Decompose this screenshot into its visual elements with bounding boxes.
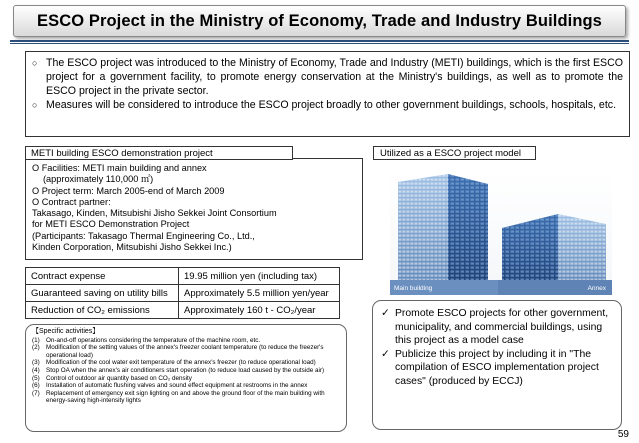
divider-thin [10, 43, 629, 44]
checkmark-icon: ✓ [381, 348, 390, 360]
demo-line: O Facilities: METI main building and annex [32, 163, 207, 173]
list-item: (1) On-and-off operations considering the temperature of the machine room, etc. [32, 336, 261, 344]
intro-item: ○ Measures will be considered to introduce the ESCO project broadly to other government buildings, schools, hospitals, etc. [32, 99, 617, 111]
demo-section-label: METI building ESCO demonstration project [25, 146, 293, 160]
divider-top [10, 40, 629, 42]
list-item: (2) Modification of the setting values of the annex's freezer coolant temperature (to reduce the freezer's operational load) [32, 344, 324, 359]
list-item: (3) Modification of the cool water exit temperature of the annex's freezer (to reduce operational load) [32, 359, 316, 367]
demo-line: Kinden Corporation, Mitsubishi Jisho Sekkei Inc.) [32, 242, 232, 253]
table-row [26, 302, 340, 319]
list-item: (7) Replacement of emergency exit sign lighting on and above the ground floor of the main building with energy-saving high-intensity lights [32, 389, 325, 405]
table-cell: Contract expense [26, 268, 179, 285]
list-item: ✓ Publicize this project by including it in "The compilation of ESCO implementation project cases" (produced by ECCJ) [381, 348, 599, 387]
demo-line: O Contract partner: [32, 196, 111, 207]
cost-table [25, 267, 340, 319]
caption-annex: Annex [587, 285, 606, 292]
table-cell: Approximately 5.5 million yen/year [179, 285, 340, 302]
table-cell: Approximately 160 t - CO₂/year [179, 302, 340, 319]
list-item: ✓ Promote ESCO projects for other government, municipality, and commercial buildings, using this project as a model case [381, 308, 609, 347]
list-item: (5) Control of outdoor air quantity based on CO₂ density [32, 374, 192, 382]
demo-line: Takasago, Kinden, Mitsubishi Jisho Sekkei Joint Consortium [32, 208, 277, 219]
intro-box [25, 51, 630, 137]
buildings-illustration [390, 170, 612, 295]
demo-line: O Project term: March 2005-end of March 2009 [32, 185, 225, 196]
checkmark-icon: ✓ [381, 308, 390, 319]
page-number: 59 [617, 429, 629, 440]
activities-box [25, 324, 347, 432]
table-row [26, 285, 340, 302]
buildings-photo [390, 170, 612, 295]
intro-item: ○ The ESCO project was introduced to the Ministry of Economy, Trade and Industry (METI) buildings, which is the first ESCO project for a government facility, to promote energy conservation at the Ministry's buildings, as well as to promote the ESCO project in the private sector. [32, 57, 623, 97]
promotion-box [372, 300, 622, 430]
demo-line: (Participants: Takasago Thermal Engineering Co., Ltd., [32, 230, 255, 241]
list-item: (4) Stop OA when the annex's air conditioners start operation (to reduce load caused by the outside air) [32, 366, 325, 374]
caption-main-building: Main building [394, 285, 433, 292]
table-row [26, 268, 340, 285]
list-item: (6) Installation of automatic flushing valves and sound effect equipment at restrooms in the annex [32, 382, 308, 390]
circle-bullet-icon: ○ [32, 58, 38, 68]
table-cell: Reduction of CO₂ emissions [26, 302, 179, 319]
title-banner [13, 5, 626, 37]
page-title: ESCO Project in the Ministry of Economy, Trade and Industry Buildings [37, 11, 602, 30]
table-cell: Guaranteed saving on utility bills [26, 285, 179, 302]
circle-bullet-icon: ○ [32, 100, 38, 110]
table-cell: 19.95 million yen (including tax) [179, 268, 340, 285]
model-section-label: Utilized as a ESCO project model [373, 146, 536, 160]
demo-line: (approximately 110,000 ㎡) [43, 174, 154, 185]
activities-heading: 【Specific activities】 [32, 328, 100, 335]
demo-details-box [25, 158, 363, 260]
demo-line: for METI ESCO Demonstration Project [32, 219, 190, 230]
